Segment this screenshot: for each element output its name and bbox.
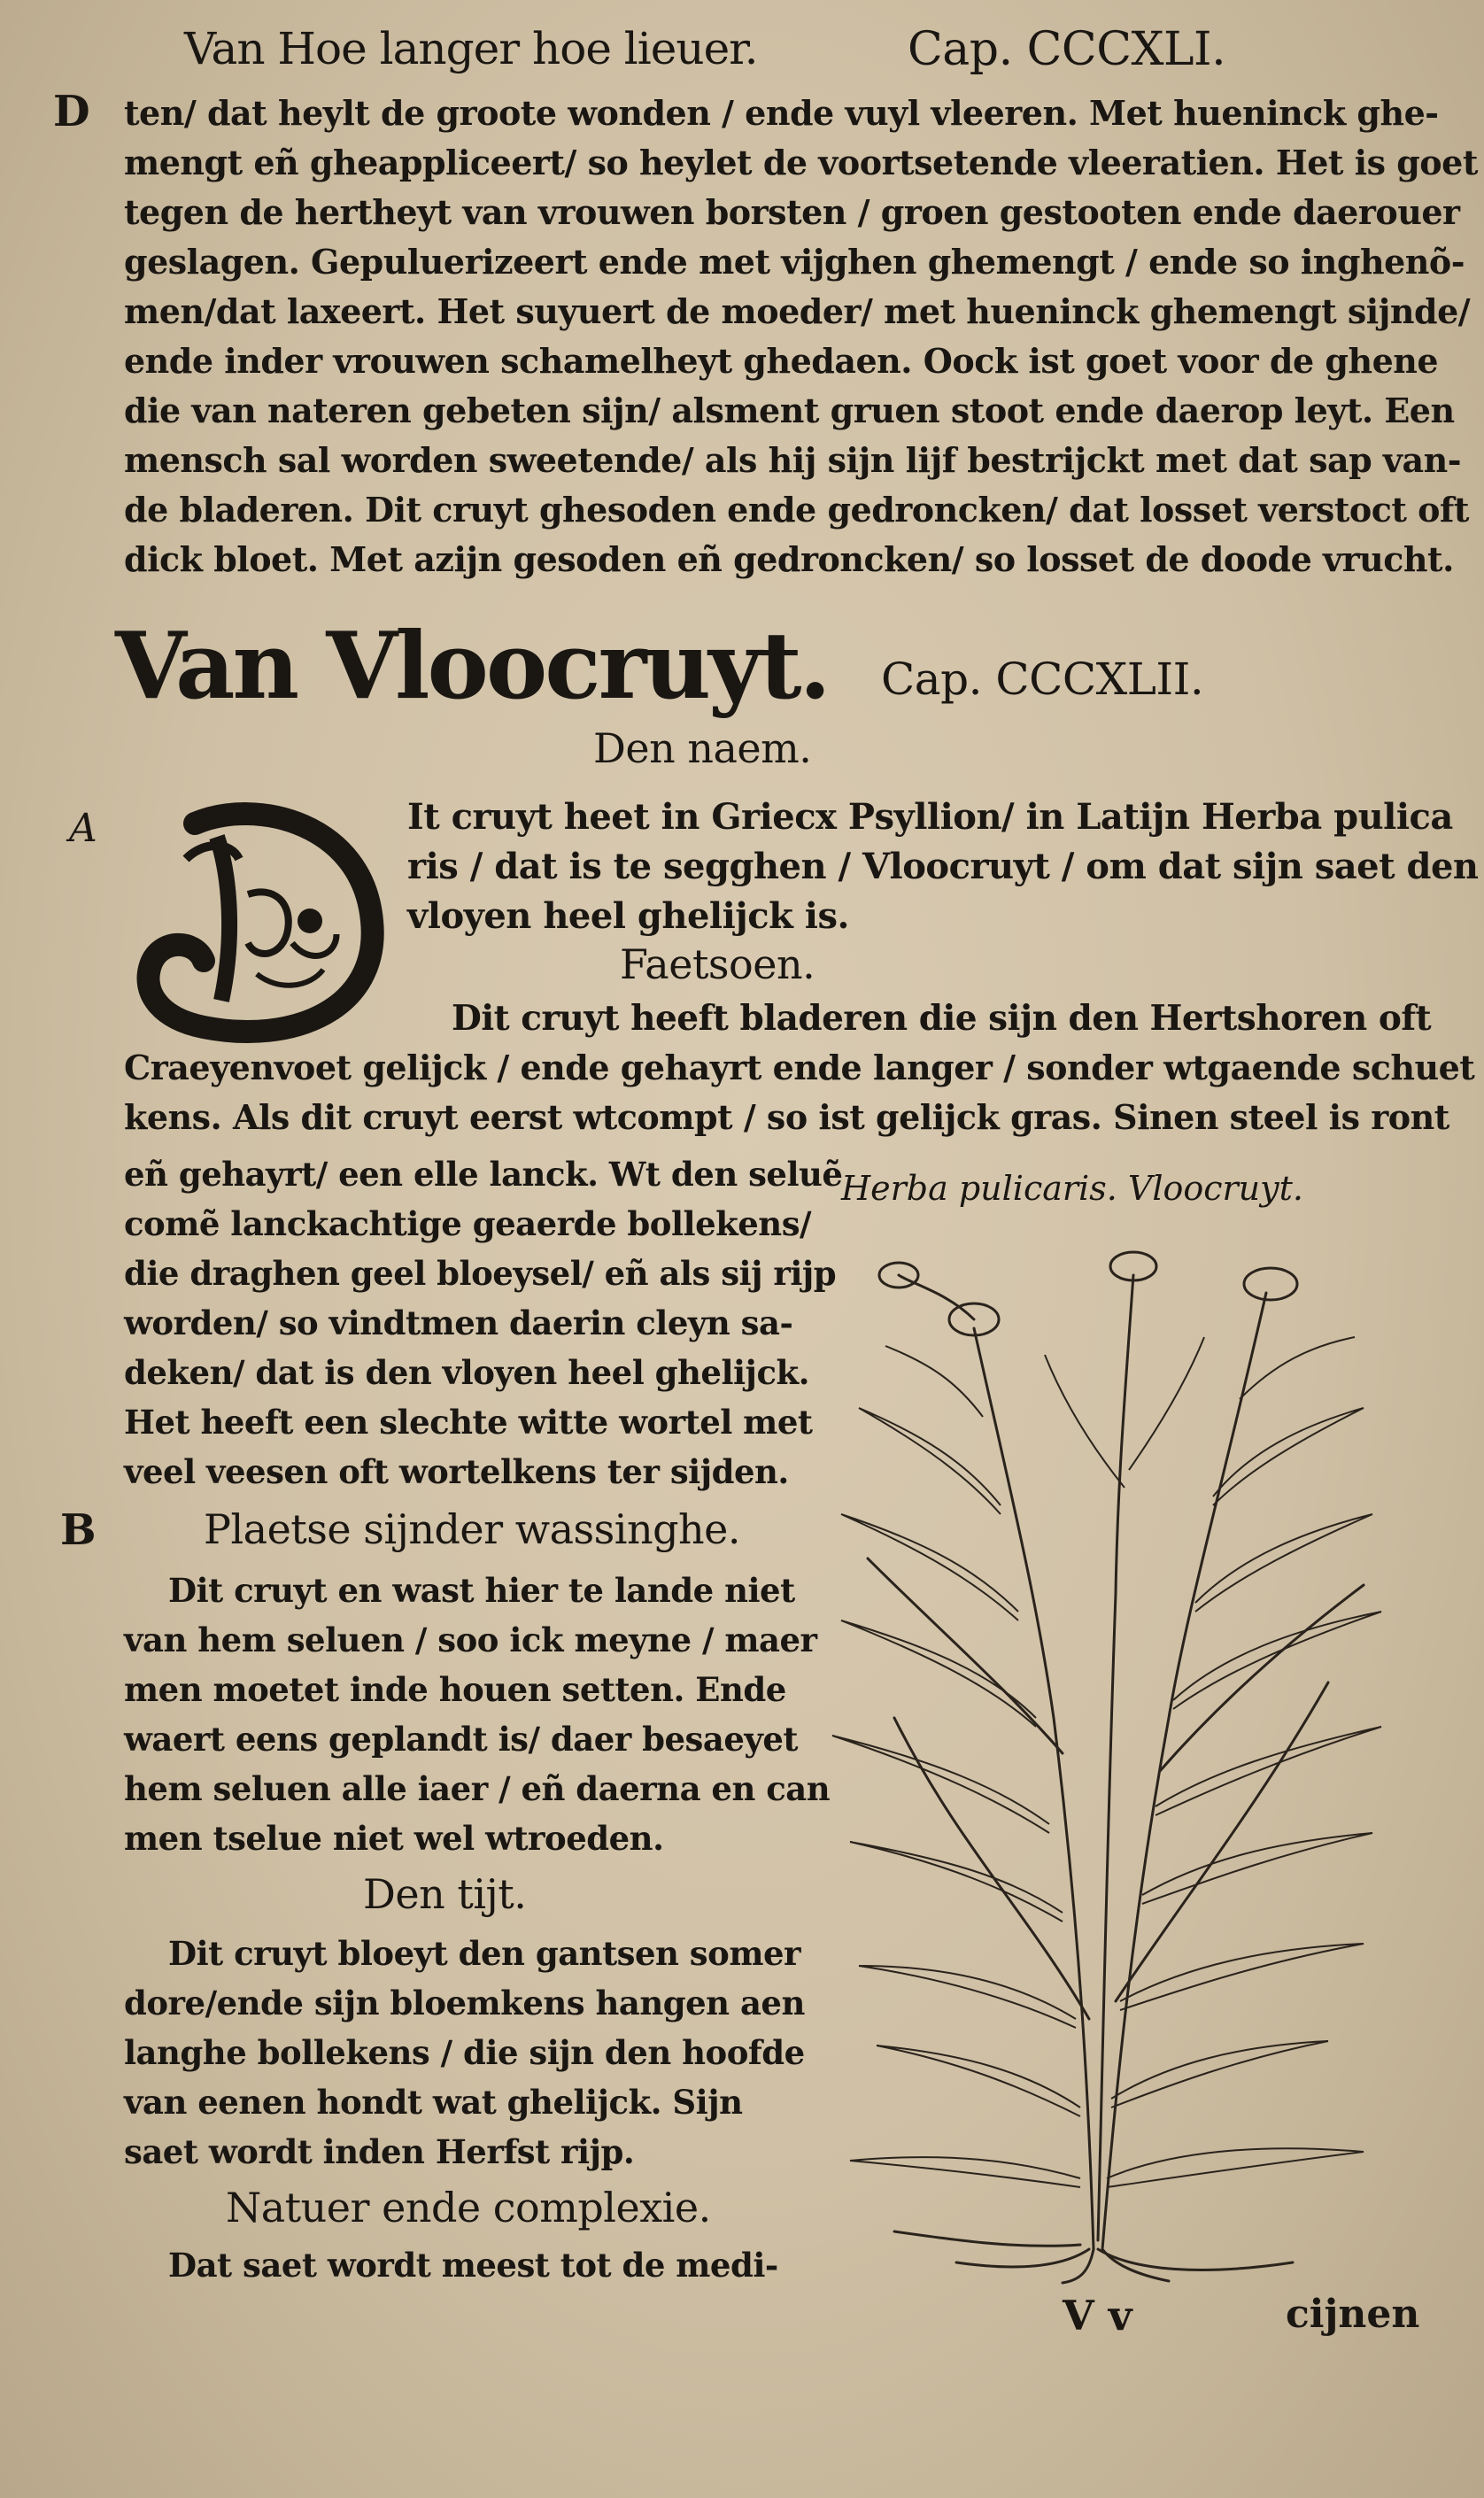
text-line: Dit cruyt en wast hier te lande niet bbox=[168, 1571, 795, 1610]
text-line: worden/ so vindtmen daerin cleyn sa- bbox=[124, 1303, 793, 1342]
running-head-chapter: Cap. CCCXLI. bbox=[908, 23, 1226, 76]
text-line: de bladeren. Dit cruyt ghesoden ende gedroncken/ dat losset verstoct oft bbox=[124, 490, 1469, 530]
text-line: geslagen. Gepuluerizeert ende met vijghen ghemengt / ende so inghenõ- bbox=[124, 242, 1465, 282]
text-line: ris / dat is te segghen / Vloocruyt / om dat sijn saet den bbox=[407, 846, 1479, 887]
section-heading-plaetse: Plaetse sijnder wassinghe. bbox=[204, 1505, 741, 1553]
text-line: waert eens geplandt is/ daer besaeyet bbox=[124, 1720, 799, 1759]
text-line: ende inder vrouwen schamelheyt ghedaen. Oock ist goet voor de ghene bbox=[124, 341, 1439, 381]
text-line: mensch sal worden sweetende/ als hij sijn lijf bestrijckt met dat sap van- bbox=[124, 440, 1461, 480]
text-line: hem seluen alle iaer / eñ daerna en can bbox=[124, 1769, 831, 1808]
text-line: comẽ lanckachtige geaerde bollekens/ bbox=[124, 1204, 812, 1243]
chapter-title: Van Vloocruyt. bbox=[115, 611, 829, 720]
initial-d-ornament-icon bbox=[133, 788, 390, 1045]
margin-marker-b: B bbox=[60, 1505, 97, 1555]
text-line: van eenen hondt wat ghelijck. Sijn bbox=[124, 2083, 743, 2122]
section-heading-natuer: Natuer ende complexie. bbox=[226, 2184, 711, 2231]
text-line: langhe bollekens / die sijn den hoofde bbox=[124, 2033, 805, 2072]
signature-mark: V v bbox=[1063, 2292, 1132, 2339]
text-line: dore/ende sijn bloemkens hangen aen bbox=[124, 1984, 805, 2022]
section-heading-naem: Den naem. bbox=[593, 724, 812, 772]
text-line: deken/ dat is den vloyen heel ghelijck. bbox=[124, 1353, 809, 1392]
margin-marker-d: D bbox=[53, 87, 90, 136]
text-line: men/dat laxeert. Het suyuert de moeder/ met hueninck ghemengt sijnde/ bbox=[124, 291, 1471, 331]
text-line: Het heeft een slechte witte wortel met bbox=[124, 1403, 813, 1442]
text-line: Dit cruyt heeft bladeren die sijn den Hertshoren oft bbox=[452, 998, 1432, 1039]
text-line: men moetet inde houen setten. Ende bbox=[124, 1670, 786, 1709]
text-line: kens. Als dit cruyt eerst wtcompt / so ist gelijck gras. Sinen steel is ront bbox=[124, 1097, 1449, 1137]
plant-woodcut bbox=[797, 1222, 1417, 2285]
text-line: dick bloet. Met azijn gesoden eñ gedroncken/ so losset de doode vrucht. bbox=[124, 539, 1454, 579]
text-line: It cruyt heet in Griecx Psyllion/ in Latijn Herba pulica bbox=[407, 796, 1453, 838]
margin-marker-a: A bbox=[69, 806, 97, 851]
text-line: vloyen heel ghelijck is. bbox=[407, 895, 849, 937]
text-line: die van nateren gebeten sijn/ alsment gruen stoot ende daerop leyt. Een bbox=[124, 391, 1455, 430]
section-heading-tijt: Den tijt. bbox=[363, 1870, 527, 1918]
text-line: ten/ dat heylt de groote wonden / ende vuyl vleeren. Met hueninck ghe- bbox=[124, 93, 1439, 133]
text-line: tegen de hertheyt van vrouwen borsten / groen gestooten ende daerouer bbox=[124, 192, 1460, 232]
text-line: die draghen geel bloeysel/ eñ als sij rijp bbox=[124, 1254, 837, 1293]
text-line: mengt eñ gheappliceert/ so heylet de voortsetende vleeratien. Het is goet bbox=[124, 143, 1478, 182]
decorated-initial bbox=[133, 788, 390, 1045]
text-line: Dit cruyt bloeyt den gantsen somer bbox=[168, 1934, 801, 1973]
plant-illustration-icon bbox=[797, 1222, 1417, 2285]
text-line: veel veesen oft wortelkens ter sijden. bbox=[124, 1452, 789, 1491]
figure-caption: Herba pulicaris. Vloocruyt. bbox=[841, 1169, 1303, 1208]
catchword: cijnen bbox=[1286, 2292, 1420, 2337]
section-heading-faetsoen: Faetsoen. bbox=[620, 940, 815, 988]
text-line: saet wordt inden Herfst rijp. bbox=[124, 2132, 635, 2171]
text-line: Dat saet wordt meest tot de medi- bbox=[168, 2246, 778, 2285]
text-line: eñ gehayrt/ een elle lanck. Wt den seluẽ bbox=[124, 1155, 843, 1194]
text-line: Craeyenvoet gelijck / ende gehayrt ende langer / sonder wtgaende schuet bbox=[124, 1048, 1475, 1087]
chapter-number: Cap. CCCXLII. bbox=[881, 654, 1204, 705]
text-line: van hem seluen / soo ick meyne / maer bbox=[124, 1620, 817, 1659]
running-head-title: Van Hoe langer hoe lieuer. bbox=[184, 23, 758, 74]
text-line: men tselue niet wel wtroeden. bbox=[124, 1819, 664, 1858]
